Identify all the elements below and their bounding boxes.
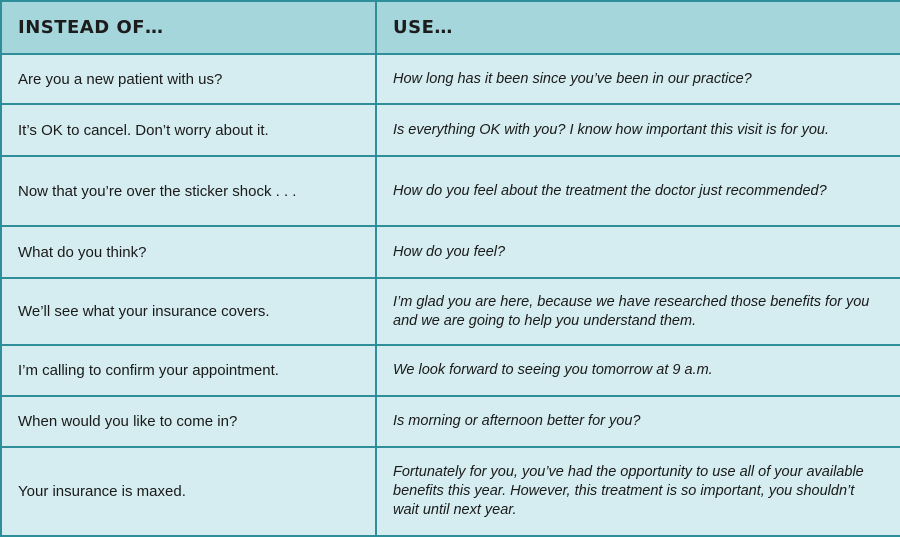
table-row <box>1 104 900 156</box>
table-row <box>1 156 900 226</box>
column-header-instead-of: INSTEAD OF… <box>1 1 376 54</box>
use-cell: Is everything OK with you? I know how important this visit is for you. <box>376 104 900 156</box>
use-cell: I’m glad you are here, because we have researched those benefits for you and we are going to help you understand them. <box>376 278 900 345</box>
use-cell: Is morning or afternoon better for you? <box>376 396 900 447</box>
instead-of-cell: When would you like to come in? <box>1 396 376 447</box>
instead-of-cell: I’m calling to confirm your appointment. <box>1 345 376 396</box>
use-cell: How do you feel? <box>376 226 900 278</box>
table-row <box>1 396 900 447</box>
instead-of-cell: It’s OK to cancel. Don’t worry about it. <box>1 104 376 156</box>
table-header-row <box>1 1 900 54</box>
table-row <box>1 54 900 104</box>
instead-of-cell: Are you a new patient with us? <box>1 54 376 104</box>
use-cell: We look forward to seeing you tomorrow at 9 a.m. <box>376 345 900 396</box>
instead-of-cell: Your insurance is maxed. <box>1 447 376 536</box>
table-row <box>1 447 900 536</box>
table-row <box>1 278 900 345</box>
use-cell: How do you feel about the treatment the doctor just recommended? <box>376 156 900 226</box>
use-cell: How long has it been since you’ve been in our practice? <box>376 54 900 104</box>
instead-of-cell: Now that you’re over the sticker shock . . . <box>1 156 376 226</box>
use-cell: Fortunately for you, you’ve had the opportunity to use all of your available benefits this year. However, this treatment is so important, you shouldn’t wait until next year. <box>376 447 900 536</box>
column-header-use: USE… <box>376 1 900 54</box>
instead-of-cell: What do you think? <box>1 226 376 278</box>
table-row <box>1 345 900 396</box>
instead-of-cell: We’ll see what your insurance covers. <box>1 278 376 345</box>
table-row <box>1 226 900 278</box>
